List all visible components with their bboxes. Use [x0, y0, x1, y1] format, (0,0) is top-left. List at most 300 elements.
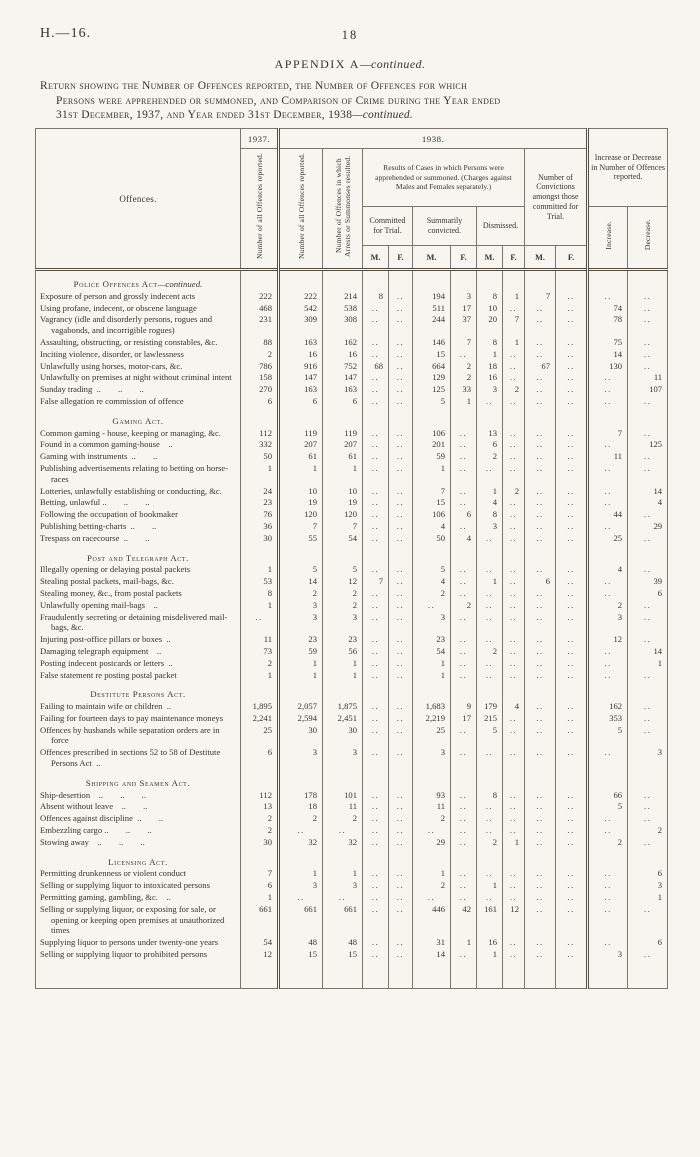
value-cell: ..: [503, 303, 525, 315]
value-cell: ..: [556, 349, 588, 361]
offence-row: [36, 904, 668, 937]
value-cell: ..: [503, 634, 525, 646]
value-cell: ..: [556, 291, 588, 303]
value-cell: ..: [389, 634, 413, 646]
value-cell: 162: [323, 337, 363, 349]
value-cell: ..: [363, 612, 389, 635]
value-cell: ..: [588, 880, 628, 892]
value-cell: 2: [451, 372, 477, 384]
value-cell: 2: [477, 646, 503, 658]
value-cell: ..: [628, 428, 668, 440]
offence-row: [36, 825, 668, 837]
value-cell: ..: [451, 564, 477, 576]
value-cell: 112: [241, 790, 279, 802]
value-cell: 1: [451, 937, 477, 949]
empty-cell: [556, 270, 588, 291]
value-cell: ..: [363, 372, 389, 384]
offence-row: [36, 600, 668, 612]
empty-cell: [363, 770, 389, 790]
value-cell: ..: [556, 384, 588, 396]
value-cell: ..: [477, 892, 503, 904]
value-cell: 119: [279, 428, 323, 440]
value-cell: ..: [363, 949, 389, 961]
value-cell: ..: [451, 880, 477, 892]
value-cell: ..: [389, 880, 413, 892]
value-cell: 15: [413, 349, 451, 361]
value-cell: 7: [363, 576, 389, 588]
value-cell: ..: [363, 892, 389, 904]
value-cell: 752: [323, 361, 363, 373]
value-cell: 12: [323, 576, 363, 588]
value-cell: 23: [279, 634, 323, 646]
value-cell: ..: [556, 612, 588, 635]
value-cell: ..: [503, 361, 525, 373]
value-cell: ..: [451, 868, 477, 880]
value-cell: ..: [363, 880, 389, 892]
value-cell: ..: [389, 486, 413, 498]
value-cell: 1,683: [413, 701, 451, 713]
value-cell: ..: [588, 904, 628, 937]
value-cell: 1: [503, 337, 525, 349]
value-cell: 120: [279, 509, 323, 521]
value-cell: 7: [503, 314, 525, 337]
empty-cell: [525, 545, 556, 565]
value-cell: ..: [556, 337, 588, 349]
value-cell: 6: [241, 880, 279, 892]
value-cell: ..: [525, 658, 556, 670]
offence-row: [36, 533, 668, 545]
value-cell: ..: [363, 670, 389, 682]
empty-cell: [323, 545, 363, 565]
empty-cell: [556, 408, 588, 428]
value-cell: ..: [556, 372, 588, 384]
value-cell: 2: [451, 361, 477, 373]
value-cell: 2: [477, 451, 503, 463]
value-cell: 5: [323, 564, 363, 576]
value-cell: 1: [279, 658, 323, 670]
value-cell: 9: [451, 701, 477, 713]
value-cell: ..: [389, 904, 413, 937]
table-header: [36, 129, 668, 270]
value-cell: ..: [363, 463, 389, 486]
value-cell: 2: [279, 588, 323, 600]
value-cell: 18: [477, 361, 503, 373]
value-cell: ..: [525, 486, 556, 498]
offence-row: [36, 713, 668, 725]
value-cell: ..: [588, 658, 628, 670]
value-cell: ..: [525, 713, 556, 725]
value-cell: 158: [241, 372, 279, 384]
document-reference: H.—16.: [40, 26, 92, 41]
offence-row: [36, 790, 668, 802]
offence-row: [36, 291, 668, 303]
value-cell: ..: [588, 576, 628, 588]
value-cell: ..: [389, 372, 413, 384]
value-cell: ..: [525, 825, 556, 837]
offence-row: [36, 813, 668, 825]
offence-name: Unlawfully opening mail-bags ..: [40, 599, 158, 610]
value-cell: ..: [525, 646, 556, 658]
value-cell: ..: [363, 600, 389, 612]
value-cell: ..: [588, 868, 628, 880]
value-cell: ..: [628, 813, 668, 825]
value-cell: ..: [451, 451, 477, 463]
value-cell: ..: [503, 533, 525, 545]
value-cell: 2: [241, 658, 279, 670]
value-cell: 20: [477, 314, 503, 337]
empty-cell: [525, 408, 556, 428]
value-cell: ..: [363, 337, 389, 349]
col-header-1938: 1938.: [279, 129, 588, 149]
value-cell: 13: [477, 428, 503, 440]
value-cell: 11: [588, 451, 628, 463]
value-cell: 1: [503, 291, 525, 303]
value-cell: 14: [628, 486, 668, 498]
col-header-committed-m: M.: [363, 246, 389, 270]
value-cell: ..: [389, 497, 413, 509]
empty-cell: [477, 408, 503, 428]
empty-cell: [413, 681, 451, 701]
value-cell: ..: [363, 813, 389, 825]
offence-row: [36, 801, 668, 813]
value-cell: ..: [628, 949, 668, 961]
value-cell: ..: [628, 612, 668, 635]
value-cell: ..: [451, 588, 477, 600]
value-cell: 5: [477, 725, 503, 748]
value-cell: 538: [323, 303, 363, 315]
value-cell: ..: [503, 439, 525, 451]
offence-name: Damaging telegraph equipment ..: [40, 645, 162, 656]
value-cell: 7: [588, 428, 628, 440]
value-cell: 7: [413, 486, 451, 498]
value-cell: 42: [451, 904, 477, 937]
col-header-dismissed-f: F.: [503, 246, 525, 270]
value-cell: 106: [413, 509, 451, 521]
value-cell: 3: [279, 600, 323, 612]
col-header-convictions: Number of Convictions amongst those committed for Trial.: [525, 149, 588, 246]
value-cell: ..: [363, 428, 389, 440]
value-cell: 25: [588, 533, 628, 545]
empty-cell: [628, 270, 668, 291]
empty-cell: [413, 270, 451, 291]
spacer-cell: [451, 961, 477, 989]
value-cell: ..: [389, 428, 413, 440]
value-cell: ..: [588, 937, 628, 949]
col-header-committed: Committed for Trial.: [363, 207, 413, 246]
value-cell: ..: [503, 880, 525, 892]
value-cell: ..: [451, 892, 477, 904]
empty-cell: [588, 408, 628, 428]
empty-cell: [363, 270, 389, 291]
value-cell: ..: [413, 825, 451, 837]
empty-cell: [363, 849, 389, 869]
offence-name: False allegation re commission of offence: [40, 395, 184, 406]
offence-name: Using profane, indecent, or obscene language: [40, 302, 197, 313]
value-cell: ..: [389, 303, 413, 315]
empty-cell: [525, 681, 556, 701]
value-cell: ..: [389, 646, 413, 658]
value-cell: 25: [413, 725, 451, 748]
value-cell: 16: [477, 937, 503, 949]
section-heading-text: Licensing Act.: [108, 856, 168, 867]
value-cell: 14: [413, 949, 451, 961]
value-cell: ..: [556, 361, 588, 373]
value-cell: 2,594: [279, 713, 323, 725]
empty-cell: [389, 849, 413, 869]
value-cell: ..: [503, 790, 525, 802]
value-cell: ..: [588, 825, 628, 837]
value-cell: ..: [556, 646, 588, 658]
value-cell: 3: [323, 612, 363, 635]
empty-cell: [477, 770, 503, 790]
value-cell: ..: [477, 825, 503, 837]
value-cell: ..: [556, 880, 588, 892]
value-cell: ..: [556, 937, 588, 949]
value-cell: ..: [451, 670, 477, 682]
value-cell: 3: [477, 521, 503, 533]
section-heading-text: Shipping and Seamen Act.: [85, 777, 191, 788]
value-cell: 3: [279, 880, 323, 892]
value-cell: ..: [525, 801, 556, 813]
col-header-1937: 1937.: [241, 129, 279, 149]
value-cell: ..: [588, 439, 628, 451]
value-cell: ..: [389, 291, 413, 303]
value-cell: ..: [525, 463, 556, 486]
value-cell: 1: [241, 564, 279, 576]
empty-cell: [241, 270, 279, 291]
offence-name: Stealing postal packets, mail-bags, &c.: [40, 576, 174, 587]
value-cell: ..: [503, 868, 525, 880]
value-cell: 1,895: [241, 701, 279, 713]
value-cell: ..: [525, 396, 556, 408]
value-cell: ..: [525, 451, 556, 463]
value-cell: ..: [363, 837, 389, 849]
value-cell: ..: [628, 396, 668, 408]
value-cell: ..: [628, 451, 668, 463]
value-cell: ..: [588, 588, 628, 600]
value-cell: ..: [389, 463, 413, 486]
offence-row: [36, 497, 668, 509]
value-cell: ..: [556, 801, 588, 813]
value-cell: ..: [451, 725, 477, 748]
empty-cell: [525, 270, 556, 291]
value-cell: ..: [389, 439, 413, 451]
value-cell: 2,451: [323, 713, 363, 725]
offence-row: [36, 349, 668, 361]
value-cell: ..: [323, 825, 363, 837]
value-cell: ..: [588, 486, 628, 498]
offence-name: Stowing away .. .. ..: [40, 836, 145, 847]
value-cell: 4: [413, 576, 451, 588]
value-cell: ..: [556, 837, 588, 849]
value-cell: ..: [556, 521, 588, 533]
value-cell: ..: [556, 428, 588, 440]
value-cell: 119: [323, 428, 363, 440]
value-cell: 3: [279, 747, 323, 770]
value-cell: 30: [279, 725, 323, 748]
value-cell: ..: [279, 892, 323, 904]
value-cell: ..: [363, 497, 389, 509]
empty-cell: [477, 681, 503, 701]
value-cell: 32: [323, 837, 363, 849]
value-cell: ..: [525, 600, 556, 612]
value-cell: 12: [588, 634, 628, 646]
value-cell: ..: [389, 713, 413, 725]
value-cell: 1: [279, 868, 323, 880]
value-cell: ..: [556, 701, 588, 713]
section-heading-row: [36, 270, 668, 291]
offence-row: [36, 372, 668, 384]
value-cell: 201: [413, 439, 451, 451]
spacer-cell: [588, 961, 628, 989]
value-cell: ..: [503, 349, 525, 361]
offence-name: Unlawfully using horses, motor-cars, &c.: [40, 360, 183, 371]
value-cell: 88: [241, 337, 279, 349]
offence-name: Illegally opening or delaying postal packets: [40, 564, 191, 575]
value-cell: 1: [477, 880, 503, 892]
value-cell: 120: [323, 509, 363, 521]
col-header-1938-reported: Number of all Offences reported.: [279, 149, 323, 270]
empty-cell: [588, 270, 628, 291]
value-cell: ..: [628, 713, 668, 725]
value-cell: 7: [525, 291, 556, 303]
offence-row: [36, 396, 668, 408]
value-cell: ..: [556, 509, 588, 521]
offence-row: [36, 949, 668, 961]
empty-cell: [451, 408, 477, 428]
offence-row: [36, 384, 668, 396]
value-cell: 4: [413, 521, 451, 533]
value-cell: ..: [525, 439, 556, 451]
value-cell: ..: [556, 892, 588, 904]
value-cell: 309: [279, 314, 323, 337]
value-cell: 6: [628, 868, 668, 880]
empty-cell: [323, 270, 363, 291]
value-cell: ..: [363, 634, 389, 646]
section-heading-row: [36, 770, 668, 790]
value-cell: ..: [451, 497, 477, 509]
offence-row: [36, 361, 668, 373]
value-cell: ..: [451, 801, 477, 813]
empty-cell: [628, 770, 668, 790]
value-cell: 29: [413, 837, 451, 849]
value-cell: 25: [241, 725, 279, 748]
value-cell: 1: [241, 463, 279, 486]
empty-cell: [389, 408, 413, 428]
value-cell: 4: [477, 497, 503, 509]
empty-cell: [451, 270, 477, 291]
section-heading-row: [36, 849, 668, 869]
value-cell: ..: [451, 428, 477, 440]
value-cell: 17: [451, 303, 477, 315]
value-cell: ..: [389, 384, 413, 396]
value-cell: ..: [363, 868, 389, 880]
value-cell: 11: [628, 372, 668, 384]
empty-cell: [477, 270, 503, 291]
value-cell: 3: [588, 949, 628, 961]
offence-row: [36, 701, 668, 713]
value-cell: 446: [413, 904, 451, 937]
value-cell: 16: [477, 372, 503, 384]
appendix-title: [0, 57, 700, 72]
value-cell: ..: [525, 949, 556, 961]
offence-row: [36, 747, 668, 770]
value-cell: 112: [241, 428, 279, 440]
value-cell: 54: [241, 937, 279, 949]
value-cell: 6: [241, 396, 279, 408]
value-cell: 162: [588, 701, 628, 713]
appendix-title-main: APPENDIX A: [274, 57, 360, 71]
value-cell: ..: [503, 725, 525, 748]
value-cell: ..: [525, 880, 556, 892]
value-cell: ..: [556, 451, 588, 463]
offence-row: [36, 670, 668, 682]
value-cell: 14: [279, 576, 323, 588]
empty-cell: [525, 770, 556, 790]
value-cell: ..: [389, 813, 413, 825]
value-cell: 125: [413, 384, 451, 396]
value-cell: 129: [413, 372, 451, 384]
empty-cell: [503, 270, 525, 291]
value-cell: 19: [279, 497, 323, 509]
value-cell: 3: [279, 612, 323, 635]
offence-name: Failing for fourteen days to pay maintenance moneys: [40, 712, 224, 723]
value-cell: 5: [588, 725, 628, 748]
offence-name: Posting indecent postcards or letters ..: [40, 657, 173, 668]
value-cell: ..: [628, 634, 668, 646]
value-cell: ..: [556, 439, 588, 451]
value-cell: 214: [323, 291, 363, 303]
value-cell: 59: [279, 646, 323, 658]
offence-row: [36, 880, 668, 892]
offence-name: Publishing betting-charts .. ..: [40, 520, 157, 531]
empty-cell: [503, 770, 525, 790]
value-cell: 37: [451, 314, 477, 337]
offence-row: [36, 892, 668, 904]
value-cell: 207: [279, 439, 323, 451]
value-cell: ..: [525, 521, 556, 533]
empty-cell: [389, 681, 413, 701]
offence-name: Permitting gaming, gambling, &c. ..: [40, 892, 171, 903]
value-cell: 44: [588, 509, 628, 521]
empty-cell: [556, 849, 588, 869]
value-cell: 2: [503, 486, 525, 498]
value-cell: ..: [556, 303, 588, 315]
value-cell: 93: [413, 790, 451, 802]
value-cell: ..: [628, 725, 668, 748]
col-header-committed-f: F.: [389, 246, 413, 270]
value-cell: 33: [451, 384, 477, 396]
value-cell: ..: [503, 937, 525, 949]
value-cell: ..: [628, 904, 668, 937]
value-cell: 6: [451, 509, 477, 521]
value-cell: 19: [323, 497, 363, 509]
value-cell: ..: [503, 825, 525, 837]
value-cell: ..: [413, 600, 451, 612]
value-cell: ..: [363, 303, 389, 315]
value-cell: ..: [389, 588, 413, 600]
offence-name: Offences prescribed in sections 52 to 58 of Destitute Persons Act ..: [40, 747, 221, 769]
value-cell: 6: [628, 588, 668, 600]
empty-cell: [363, 408, 389, 428]
offence-row: [36, 646, 668, 658]
offence-name: Supplying liquor to persons under twenty-one years: [40, 937, 219, 948]
empty-cell: [556, 545, 588, 565]
value-cell: ..: [389, 892, 413, 904]
value-cell: 1: [279, 463, 323, 486]
value-cell: ..: [363, 658, 389, 670]
value-cell: ..: [363, 564, 389, 576]
